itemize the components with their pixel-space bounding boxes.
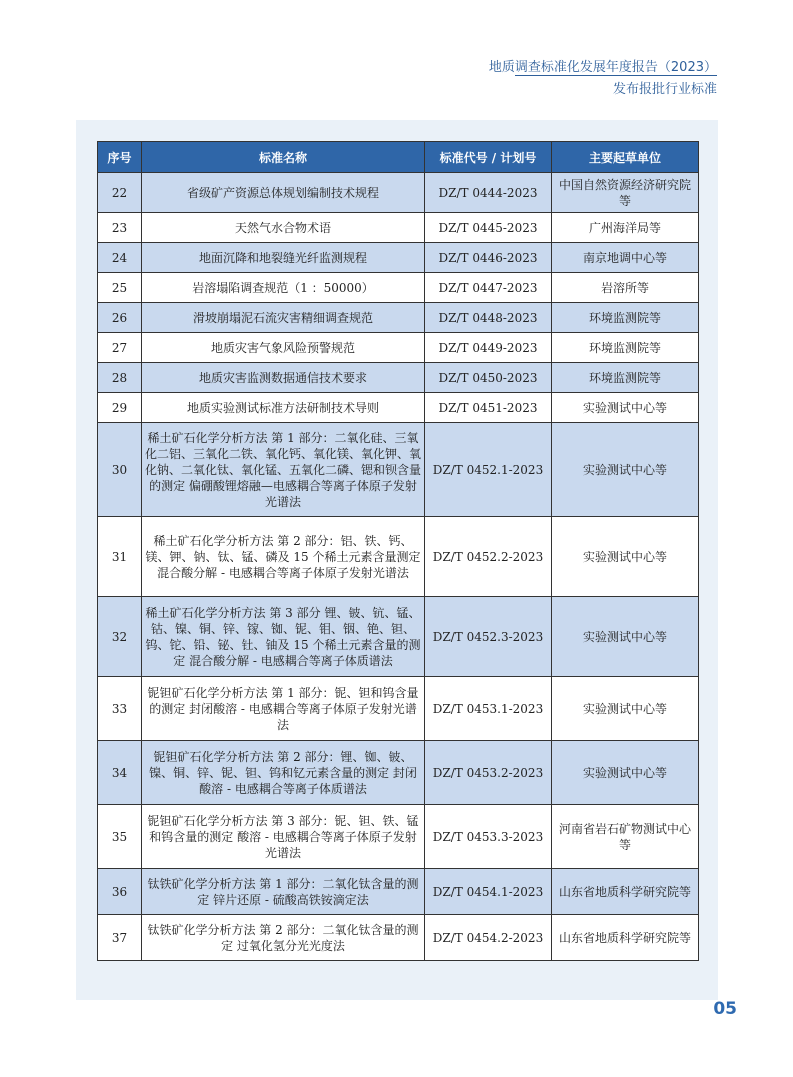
row-number-cell: 25 — [98, 273, 142, 303]
standards-table — [97, 141, 699, 961]
table-row — [98, 423, 699, 517]
drafting-unit-cell: 实验测试中心等 — [552, 677, 699, 741]
standard-name-cell: 钛铁矿化学分析方法 第 2 部分：二氧化钛含量的测定 过氧化氢分光光度法 — [142, 915, 425, 961]
standard-name-cell: 铌钽矿石化学分析方法 第 2 部分：锂、铷、铍、镍、铜、锌、铌、钽、钨和钇元素含量的测定 封闭酸溶 - 电感耦合等离子体质谱法 — [142, 741, 425, 805]
standard-name-cell: 天然气水合物术语 — [142, 213, 425, 243]
standard-code-cell: DZ/T 0453.3-2023 — [425, 805, 552, 869]
row-number-cell: 27 — [98, 333, 142, 363]
table-row — [98, 273, 699, 303]
table-row — [98, 805, 699, 869]
table-row — [98, 517, 699, 597]
standard-code-cell: DZ/T 0452.2-2023 — [425, 517, 552, 597]
table-row — [98, 333, 699, 363]
table-row — [98, 915, 699, 961]
standard-name-cell: 滑坡崩塌泥石流灾害精细调查规范 — [142, 303, 425, 333]
row-number-cell: 33 — [98, 677, 142, 741]
standard-code-cell: DZ/T 0452.1-2023 — [425, 423, 552, 517]
standard-name-cell: 省级矿产资源总体规划编制技术规程 — [142, 173, 425, 213]
column-header-no: 序号 — [98, 142, 142, 173]
table-row — [98, 597, 699, 677]
drafting-unit-cell: 南京地调中心等 — [552, 243, 699, 273]
table-row — [98, 869, 699, 915]
drafting-unit-cell: 岩溶所等 — [552, 273, 699, 303]
column-header-unit: 主要起草单位 — [552, 142, 699, 173]
drafting-unit-cell: 实验测试中心等 — [552, 517, 699, 597]
drafting-unit-cell: 环境监测院等 — [552, 303, 699, 333]
table-row — [98, 303, 699, 333]
standard-code-cell: DZ/T 0454.2-2023 — [425, 915, 552, 961]
standard-name-cell: 岩溶塌陷调查规范（1 ：50000） — [142, 273, 425, 303]
row-number-cell: 28 — [98, 363, 142, 393]
standard-name-cell: 稀土矿石化学分析方法 第 2 部分：铝、铁、钙、镁、钾、钠、钛、锰、磷及 15 个稀土元素含量测定 混合酸分解 - 电感耦合等离子体原子发射光谱法 — [142, 517, 425, 597]
standard-name-cell: 地质灾害气象风险预警规范 — [142, 333, 425, 363]
standard-name-cell: 铌钽矿石化学分析方法 第 3 部分：铌、钽、铁、锰和钨含量的测定 酸溶 - 电感耦合等离子体原子发射光谱法 — [142, 805, 425, 869]
table-row — [98, 677, 699, 741]
column-header-name: 标准名称 — [142, 142, 425, 173]
row-number-cell: 29 — [98, 393, 142, 423]
row-number-cell: 26 — [98, 303, 142, 333]
drafting-unit-cell: 河南省岩石矿物测试中心等 — [552, 805, 699, 869]
table-header-row — [98, 142, 699, 173]
standard-name-cell: 稀土矿石化学分析方法 第 1 部分：二氧化硅、三氧化二铝、三氧化二铁、氧化钙、氧化镁、氧化钾、氧化钠、二氧化钛、氧化锰、五氧化二磷、锶和钡含量的测定 偏硼酸锂熔融—电感耦合等离子体原子发射光谱法 — [142, 423, 425, 517]
drafting-unit-cell: 实验测试中心等 — [552, 741, 699, 805]
row-number-cell: 36 — [98, 869, 142, 915]
drafting-unit-cell: 中国自然资源经济研究院等 — [552, 173, 699, 213]
standard-code-cell: DZ/T 0454.1-2023 — [425, 869, 552, 915]
table-row — [98, 213, 699, 243]
standard-code-cell: DZ/T 0451-2023 — [425, 393, 552, 423]
page-number: 05 — [713, 999, 737, 1019]
row-number-cell: 30 — [98, 423, 142, 517]
table-row — [98, 243, 699, 273]
standard-code-cell: DZ/T 0453.1-2023 — [425, 677, 552, 741]
drafting-unit-cell: 环境监测院等 — [552, 363, 699, 393]
standard-code-cell: DZ/T 0446-2023 — [425, 243, 552, 273]
standard-code-cell: DZ/T 0452.3-2023 — [425, 597, 552, 677]
row-number-cell: 22 — [98, 173, 142, 213]
standard-code-cell: DZ/T 0447-2023 — [425, 273, 552, 303]
drafting-unit-cell: 实验测试中心等 — [552, 393, 699, 423]
drafting-unit-cell: 实验测试中心等 — [552, 423, 699, 517]
section-title: 发布报批行业标准 — [612, 82, 717, 97]
standard-code-cell: DZ/T 0448-2023 — [425, 303, 552, 333]
standard-name-cell: 地质实验测试标准方法研制技术导则 — [142, 393, 425, 423]
standard-code-cell: DZ/T 0450-2023 — [425, 363, 552, 393]
drafting-unit-cell: 实验测试中心等 — [552, 597, 699, 677]
standard-code-cell: DZ/T 0453.2-2023 — [425, 741, 552, 805]
standard-name-cell: 稀土矿石化学分析方法 第 3 部分 锂、铍、钪、锰、钴、镍、铜、锌、镓、铷、铌、钼、铟、铯、钽、钨、铊、铅、铋、钍、铀及 15 个稀土元素含量的测定 混合酸分解 - 电感耦合等离子体质谱法 — [142, 597, 425, 677]
table-body — [98, 173, 699, 961]
drafting-unit-cell: 环境监测院等 — [552, 333, 699, 363]
row-number-cell: 31 — [98, 517, 142, 597]
report-title: 地质调查标准化发展年度报告（2023） — [488, 60, 717, 75]
header-divider — [515, 75, 717, 76]
standard-name-cell: 铌钽矿石化学分析方法 第 1 部分：铌、钽和钨含量的测定 封闭酸溶 - 电感耦合等离子体原子发射光谱法 — [142, 677, 425, 741]
drafting-unit-cell: 广州海洋局等 — [552, 213, 699, 243]
standard-code-cell: DZ/T 0445-2023 — [425, 213, 552, 243]
row-number-cell: 32 — [98, 597, 142, 677]
table-row — [98, 393, 699, 423]
drafting-unit-cell: 山东省地质科学研究院等 — [552, 869, 699, 915]
table-row — [98, 363, 699, 393]
column-header-code: 标准代号 / 计划号 — [425, 142, 552, 173]
row-number-cell: 37 — [98, 915, 142, 961]
table-row — [98, 173, 699, 213]
row-number-cell: 34 — [98, 741, 142, 805]
row-number-cell: 35 — [98, 805, 142, 869]
standard-name-cell: 地质灾害监测数据通信技术要求 — [142, 363, 425, 393]
row-number-cell: 23 — [98, 213, 142, 243]
standard-name-cell: 钛铁矿化学分析方法 第 1 部分：二氧化钛含量的测定 锌片还原 - 硫酸高铁铵滴定法 — [142, 869, 425, 915]
standard-code-cell: DZ/T 0449-2023 — [425, 333, 552, 363]
drafting-unit-cell: 山东省地质科学研究院等 — [552, 915, 699, 961]
row-number-cell: 24 — [98, 243, 142, 273]
standard-code-cell: DZ/T 0444-2023 — [425, 173, 552, 213]
table-row — [98, 741, 699, 805]
standard-name-cell: 地面沉降和地裂缝光纤监测规程 — [142, 243, 425, 273]
